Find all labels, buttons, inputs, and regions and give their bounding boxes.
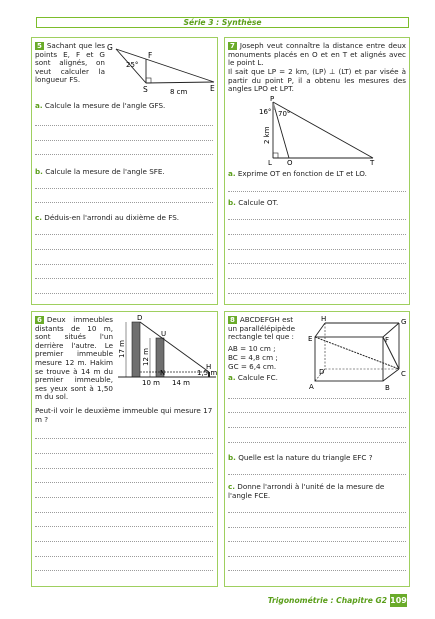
footer-chapter: Trigonométrie : Chapitre G2 — [267, 596, 387, 605]
length-label: 8 cm — [170, 88, 188, 96]
vertex-C: C — [401, 370, 406, 378]
answer-line[interactable] — [228, 541, 406, 542]
answer-line[interactable] — [35, 125, 213, 126]
question-a: a. Calcule la mesure de l'angle GFS. — [35, 101, 166, 110]
answer-line[interactable] — [228, 570, 406, 571]
question-a: a. Calcule FC. — [228, 373, 278, 382]
answer-line[interactable] — [228, 512, 406, 513]
exercise-5-figure — [106, 40, 218, 100]
dimension-2: BC = 4,8 cm ; — [228, 353, 278, 362]
page-number: 109 — [390, 596, 407, 605]
point-U: U — [161, 330, 167, 338]
distance-label-2: 14 m — [172, 379, 190, 387]
point-F: F — [148, 51, 153, 60]
question-c: c. Donne l'arrondi à l'unité de la mesure de l'angle FCE. — [228, 482, 385, 500]
answer-line[interactable] — [228, 527, 406, 528]
cuboid-figure — [315, 323, 399, 381]
vertex-H: H — [321, 315, 327, 323]
answer-line[interactable] — [228, 263, 406, 264]
answer-line[interactable] — [228, 398, 406, 399]
exercise-6-question: Peut-il voir le deuxième immeuble qui mesure 17 m ? — [35, 406, 213, 424]
point-L: L — [268, 159, 272, 166]
point-N: N — [160, 369, 166, 377]
answer-line[interactable] — [35, 140, 213, 141]
answer-line[interactable] — [35, 154, 213, 155]
exercise-number: 7 — [230, 42, 235, 50]
exercise-number: 5 — [37, 42, 42, 50]
exercise-number: 6 — [37, 316, 42, 324]
answer-line[interactable] — [228, 427, 406, 428]
answer-line[interactable] — [35, 188, 213, 189]
answer-line[interactable] — [228, 474, 406, 475]
answer-line[interactable] — [35, 497, 213, 498]
dimension-1: AB = 10 cm ; — [228, 344, 276, 353]
answer-line[interactable] — [35, 234, 213, 235]
answer-line[interactable] — [35, 249, 213, 250]
answer-line[interactable] — [228, 556, 406, 557]
answer-line[interactable] — [228, 219, 406, 220]
eye-height-label: 1,5 m — [197, 369, 218, 377]
point-G: G — [107, 43, 113, 52]
vertex-A: A — [309, 383, 314, 391]
exercise-7-statement: 7 Joseph veut connaître la distance entre deux monuments placés en O et en T et alignés avec le point L. — [228, 41, 406, 68]
answer-line[interactable] — [35, 453, 213, 454]
point-E: E — [210, 84, 215, 93]
question-b: b. Calcule OT. — [228, 198, 279, 207]
answer-line[interactable] — [35, 202, 213, 203]
point-S: S — [143, 85, 148, 94]
answer-line[interactable] — [35, 468, 213, 469]
answer-line[interactable] — [228, 442, 406, 443]
answer-line[interactable] — [35, 438, 213, 439]
angle-label: 25° — [126, 61, 139, 69]
exercise-7 — [224, 37, 410, 305]
question-b: b. Quelle est la nature du triangle EFC ? — [228, 453, 373, 462]
angle-label-1: 16° — [259, 108, 272, 116]
vertex-F: F — [385, 336, 390, 344]
height-label-2: 12 m — [142, 348, 150, 366]
answer-line[interactable] — [228, 191, 406, 192]
exercise-5-statement: 5 Sachant que les points E, F et G sont alignés, on veut calculer la longueur FS. — [35, 41, 105, 85]
exercise-8-statement: 8 ABCDEFGH est un parallélépipède rectangle tel que : — [228, 315, 296, 342]
height-label-1: 17 m — [118, 340, 126, 358]
point-D: D — [137, 314, 143, 322]
exercise-8 — [224, 311, 410, 587]
answer-line[interactable] — [35, 541, 213, 542]
answer-line[interactable] — [228, 293, 406, 294]
exercise-number: 8 — [230, 316, 235, 324]
length-label: 2 km — [263, 126, 271, 144]
series-header — [36, 17, 409, 28]
exercise-8-figure — [307, 314, 409, 394]
question-a: a. Exprime OT en fonction de LT et LO. — [228, 169, 367, 178]
vertex-B: B — [385, 384, 390, 392]
answer-line[interactable] — [228, 249, 406, 250]
answer-line[interactable] — [228, 412, 406, 413]
point-H: H — [206, 363, 212, 371]
answer-line[interactable] — [35, 570, 213, 571]
exercise-6-figure — [114, 314, 218, 392]
exercise-5 — [31, 37, 218, 305]
point-O: O — [287, 159, 293, 166]
answer-line[interactable] — [35, 264, 213, 265]
dimension-3: GC = 6,4 cm. — [228, 362, 277, 371]
point-T: T — [370, 159, 375, 166]
distance-label-1: 10 m — [142, 379, 160, 387]
answer-line[interactable] — [35, 278, 213, 279]
exercise-6-statement: 6 Deux immeubles distants de 10 m, sont situés l'un derrière l'autre. Le premier immeuble mesure 12 m. Hakim se trouve à 14 m du premier immeuble, ses yeux sont à 1,50 m du sol. — [35, 315, 113, 402]
point-P: P — [270, 96, 275, 103]
exercise-6 — [31, 311, 218, 587]
series-title: Série 3 : Synthèse — [183, 18, 262, 27]
answer-line[interactable] — [35, 293, 213, 294]
question-c: c. Déduis-en l'arrondi au dixième de FS. — [35, 213, 180, 222]
answer-line[interactable] — [35, 482, 213, 483]
exercise-7-statement-2: Il sait que LP = 2 km, (LP) ⊥ (LT) et par visée à partir du point P, il a obtenu les mesures des angles LPO et LPT. — [228, 67, 406, 94]
question-b: b. Calcule la mesure de l'angle SFE. — [35, 167, 165, 176]
answer-line[interactable] — [228, 234, 406, 235]
angle-label-2: 70° — [278, 110, 291, 118]
vertex-E: E — [308, 335, 313, 343]
exercise-7-figure — [245, 96, 385, 166]
answer-line[interactable] — [35, 556, 213, 557]
vertex-G: G — [401, 318, 407, 326]
answer-line[interactable] — [228, 278, 406, 279]
answer-line[interactable] — [35, 512, 213, 513]
vertex-D: D — [319, 368, 325, 376]
answer-line[interactable] — [35, 526, 213, 527]
